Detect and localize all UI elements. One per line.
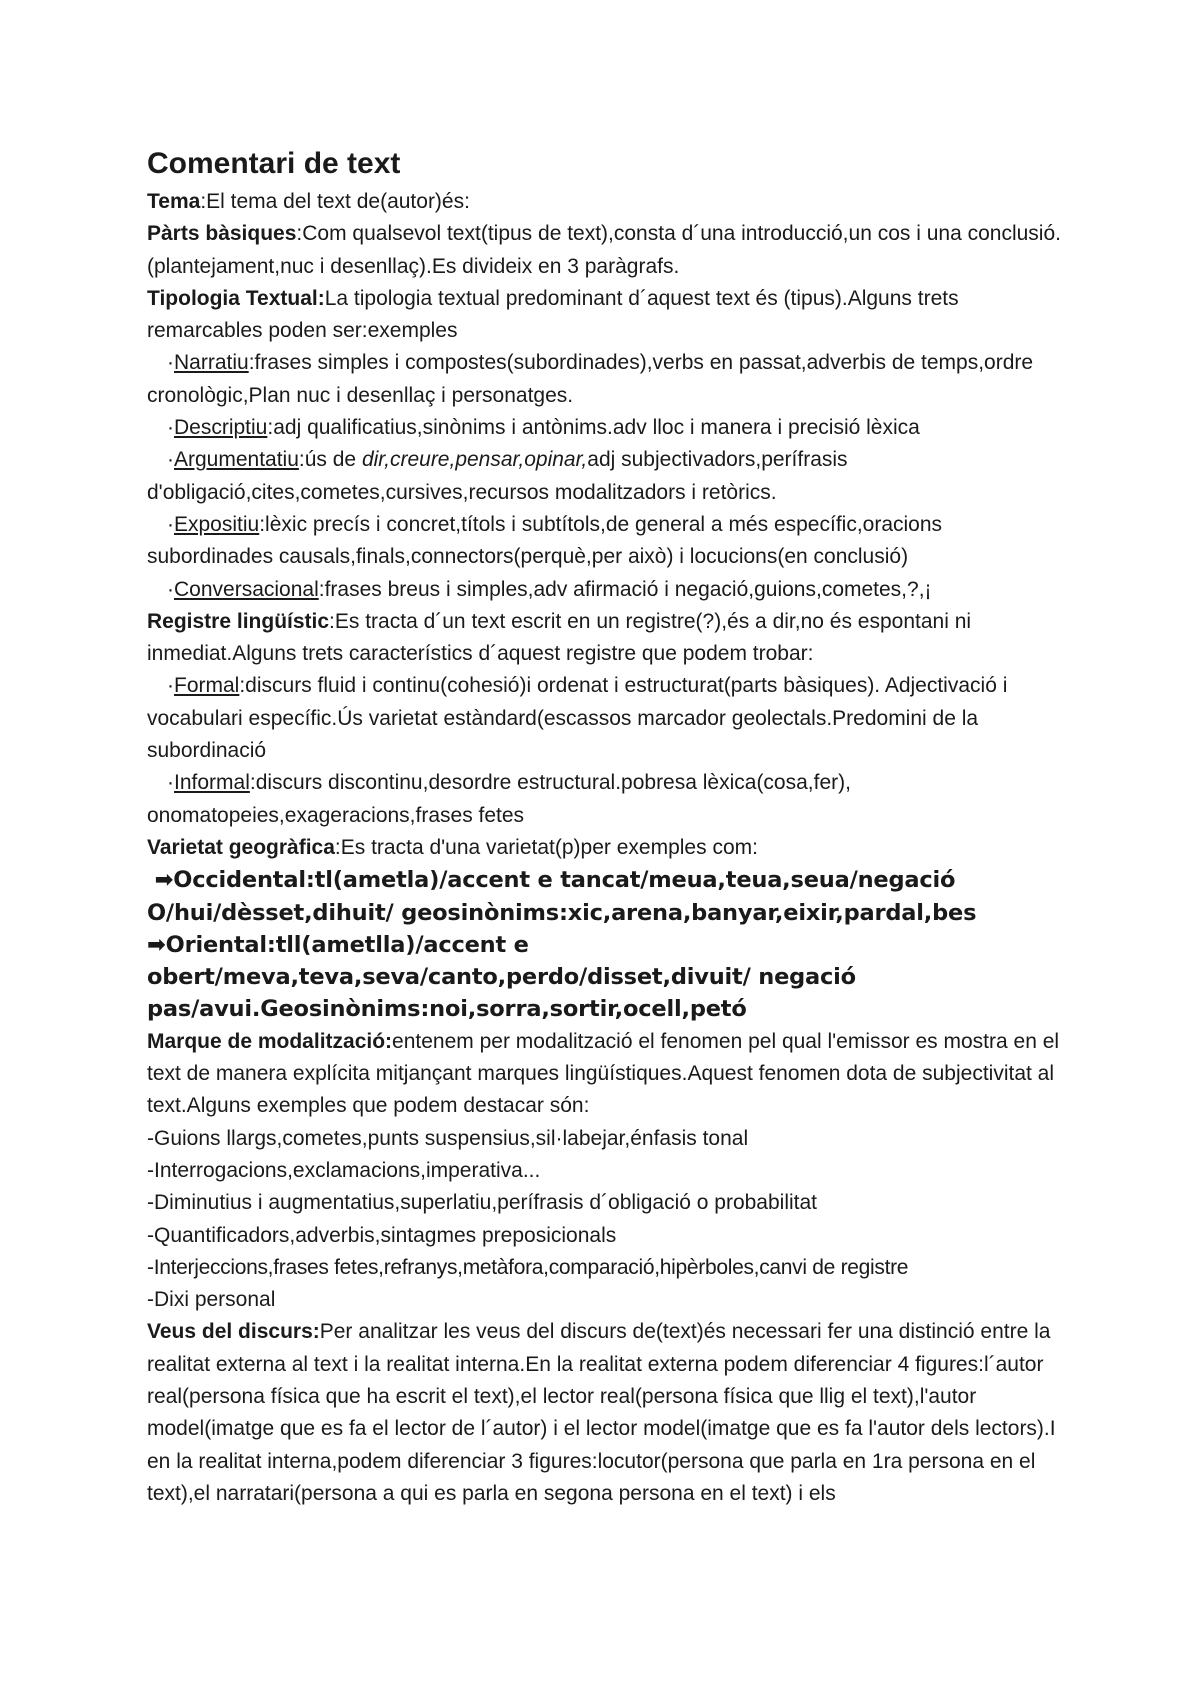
item-text: :lèxic precís i concret,títols i subtítols,de general a més específic,oracions subordinades causals,finals,connectors(perquè,per això) i locucions(en conclusió) [147,512,943,569]
veus-paragraph [147,1316,1067,1510]
page-title: Comentari de text [147,147,401,180]
varietat-text: :Es tracta d'una varietat(p)per exemples com: [334,835,758,859]
oriental-text: Oriental:tll(ametlla)/accent e obert/meva,teva,seva/canto,perdo/disset,divuit/ negació pas/avui.Geosinònims:noi,sorra,sortir,ocell,petó [147,931,856,1023]
item-name: Narratiu [174,351,249,375]
item-name: Formal [174,674,240,698]
veus-text: Per analitzar les veus del discurs de(text)és necessari fer una distinció entre la realitat externa al text i la realitat interna.En la realitat externa podem diferenciar 4 figures:l´autor real(persona física que ha escrit el text),el lector real(persona física que llig el text),l'autor model(imatge que es fa el lector de l´autor) i el lector model(imatge que es fa l'autor dels lectors).I en la realitat interna,podem diferenciar 3 figures:locutor(persona que parla en 1ra persona en el text),el narratari(persona a qui es parla en segona persona en el text) i els [147,1320,1056,1505]
modalitzacio-item: -Quantificadors,adverbis,sintagmes preposicionals [147,1223,617,1247]
item-name: Expositiu [174,512,260,536]
item-name: Conversacional [174,577,319,601]
item-text: :discurs fluid i continu(cohesió)i ordenat i estructurat(parts bàsiques). Adjectivació i vocabulari específic.Ús varietat estàndard(escassos marcador geolectals.Predomini de la subordinació [147,674,1008,763]
item-text: :frases simples i compostes(subordinades),verbs en passat,adverbis de temps,ordre cronològic,Plan nuc i desenllaç i personatges. [147,351,1034,407]
tema-label: Tema [147,190,201,213]
tipologia-item-narratiu: ·Narratiu:frases simples i compostes(subordinades),verbs en passat,adverbis de temps,ordre cronològic,Plan nuc i desenllaç i personatges. [147,351,1034,407]
modalitzacio-item: -Guions llargs,cometes,punts suspensius,sil·labejar,énfasis tonal [147,1126,749,1150]
varietat-occidental [147,864,1067,929]
tema-text: :El tema del text de(autor)és: [200,190,470,213]
tema-paragraph [147,186,1067,218]
modalitzacio-item: -Diminutius i augmentatius,superlatiu,perífrasis d´obligació o probabilitat [147,1191,818,1215]
item-text: :frases breus i simples,adv afirmació i negació,guions,cometes,?,¡ [318,577,932,601]
arrow-right-icon: ➡ [147,931,166,958]
registre-text: :Es tracta d´un text escrit en un registre(?),és a dir,no és espontani ni inmediat.Alguns trets característics d´aquest registre que podem trobar: [147,609,972,666]
modalitzacio-item: -Interrogacions,exclamacions,imperativa... [147,1158,541,1182]
varietat-paragraph [147,832,1067,864]
parts-paragraph [147,218,1067,283]
item-pre: :ús de [298,448,362,472]
modalitzacio-text: entenem per modalització el fenomen pel qual l'emissor es mostra en el text de manera explícita mitjançant marques lingüístiques.Aquest fenomen dota de subjectivitat al text.Alguns exemples que podem destacar són: [147,1029,1060,1118]
registre-item-informal: ·Informal:discurs discontinu,desordre estructural.pobresa lèxica(cosa,fer), onomatopeies,exageracions,frases fetes [147,771,851,827]
registre-paragraph [147,606,1067,671]
item-name: Argumentatiu [174,448,299,472]
tipologia-item-descriptiu: ·Descriptiu:adj qualificatius,sinònims i antònims.adv lloc i manera i precisió lèxica [167,416,920,440]
tipologia-item-expositiu: ·Expositiu:lèxic precís i concret,títols i subtítols,de general a més específic,oracions subordinades causals,finals,connectors(perquè,per això) i locucions(en conclusió) [147,512,943,569]
registre-label: Registre lingüístic [147,609,330,633]
parts-text: :Com qualsevol text(tipus de text),consta d´una introducció,un cos i una conclusió.(plantejament,nuc i desenllaç).Es divideix en 3 paràgrafs. [147,222,1061,278]
varietat-label: Varietat geogràfica [147,835,335,859]
item-name: Informal [174,771,250,795]
item-text: :adj qualificatius,sinònims i antònims.adv lloc i manera i precisió lèxica [267,416,920,440]
item-name: Descriptiu [174,416,268,440]
modalitzacio-item: -Interjeccions,frases fetes,refranys,metàfora,comparació,hipèrboles,canvi de registre [147,1255,909,1279]
arrow-right-icon: ➡ [154,867,174,894]
modalitzacio-label: Marque de modalització: [147,1029,393,1053]
tipologia-text: La tipologia textual predominant d´aquest text és (tipus).Alguns trets remarcables poden ser:exemples [147,286,959,343]
varietat-oriental [147,929,1067,1026]
tipologia-paragraph [147,283,1067,348]
tipologia-label: Tipologia Textual: [147,286,325,310]
veus-label: Veus del discurs: [147,1320,320,1344]
modalitzacio-paragraph [147,1026,1067,1123]
tipologia-item-argumentatiu: ·Argumentatiu:ús de dir,creure,pensar,opinar,adj subjectivadors,perífrasis d'obligació,cites,cometes,cursives,recursos modalitzadors i retòrics. [147,448,848,504]
item-text: adj subjectivadors,perífrasis d'obligació,cites,cometes,cursives,recursos modalitzadors i retòrics. [147,448,848,504]
document-page [147,142,1067,1510]
occidental-text: Occidental:tl(ametla)/accent e tancat/meua,teua,seua/negació O/hui/dèsset,dihuit/ geosinònims:xic,arena,banyar,eixir,pardal,bes [147,867,977,926]
parts-label: Pàrts bàsiques [147,222,297,246]
tipologia-item-conversacional: ·Conversacional:frases breus i simples,adv afirmació i negació,guions,cometes,?,¡ [167,577,932,601]
modalitzacio-item: -Dixi personal [147,1288,276,1312]
item-italic: dir,creure,pensar,opinar, [361,448,588,472]
registre-item-formal: ·Formal:discurs fluid i continu(cohesió)i ordenat i estructurat(parts bàsiques). Adjectivació i vocabulari específic.Ús varietat estàndard(escassos marcador geolectals.Predomini de la subordinació [147,674,1008,763]
item-text: :discurs discontinu,desordre estructural.pobresa lèxica(cosa,fer), onomatopeies,exageracions,frases fetes [147,771,851,827]
